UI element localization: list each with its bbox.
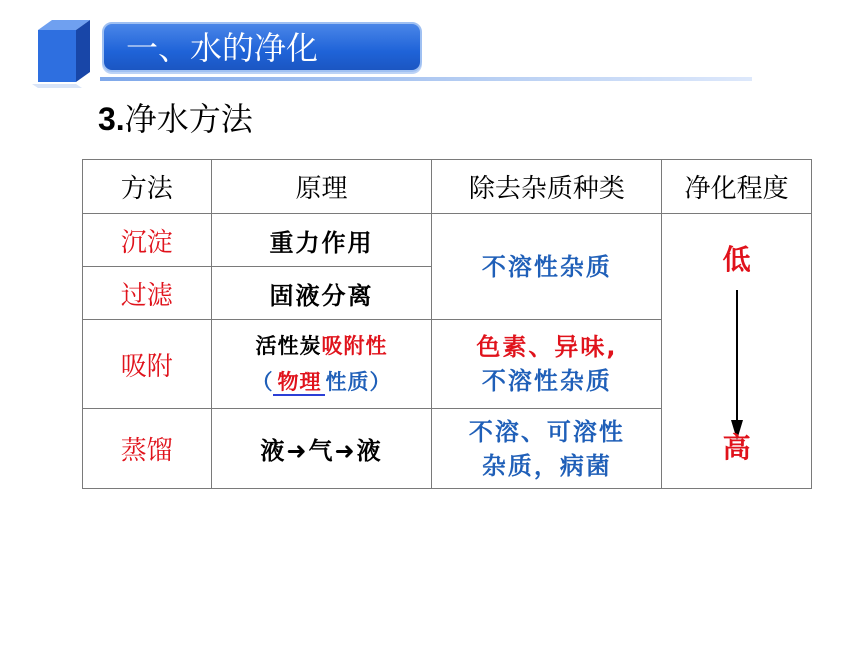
- impurity-line: 不溶、可溶性: [468, 417, 625, 446]
- impurity-line: 杂质，病菌: [481, 451, 612, 480]
- impurity-cell: [432, 320, 662, 409]
- table-row: [83, 214, 812, 267]
- water-purification-table: [82, 159, 812, 489]
- table-header-row: [83, 160, 812, 214]
- header-principle: 原理: [211, 160, 432, 214]
- section-number: 3.: [98, 101, 125, 137]
- principle-part: 活性炭: [255, 334, 322, 358]
- header-impurity: 除去杂质种类: [432, 160, 662, 214]
- principle-cell: 固液分离: [211, 267, 432, 320]
- principle-cell: 重力作用: [211, 214, 432, 267]
- principle-part: 性质）: [325, 370, 392, 394]
- principle-cell: 液➜气➜液: [211, 409, 432, 489]
- degree-high: 高: [722, 431, 751, 464]
- fill-in-answer: 物理: [273, 370, 325, 396]
- degree-low: 低: [722, 243, 751, 276]
- impurity-cell: 不溶性杂质: [432, 214, 662, 320]
- header-method: 方法: [83, 160, 212, 214]
- principle-part: （: [251, 370, 274, 394]
- method-cell: 蒸馏: [83, 409, 212, 489]
- title-divider: [100, 77, 752, 81]
- method-cell: 吸附: [83, 320, 212, 409]
- principle-cell: [211, 320, 432, 409]
- method-cell: 过滤: [83, 267, 212, 320]
- degree-cell: [662, 214, 812, 489]
- impurity-line: 不溶性杂质: [481, 367, 612, 395]
- page-title: 一、水的净化: [126, 29, 319, 67]
- principle-part: 吸附性: [321, 334, 388, 358]
- method-cell: 沉淀: [83, 214, 212, 267]
- cube-icon: [30, 18, 94, 88]
- down-arrow-icon: [728, 290, 746, 440]
- section-title: 净水方法: [124, 100, 253, 138]
- header-degree: 净化程度: [662, 160, 812, 214]
- impurity-cell: [432, 409, 662, 489]
- impurity-line: 色素、异味,: [476, 333, 618, 361]
- section-heading: [98, 96, 253, 142]
